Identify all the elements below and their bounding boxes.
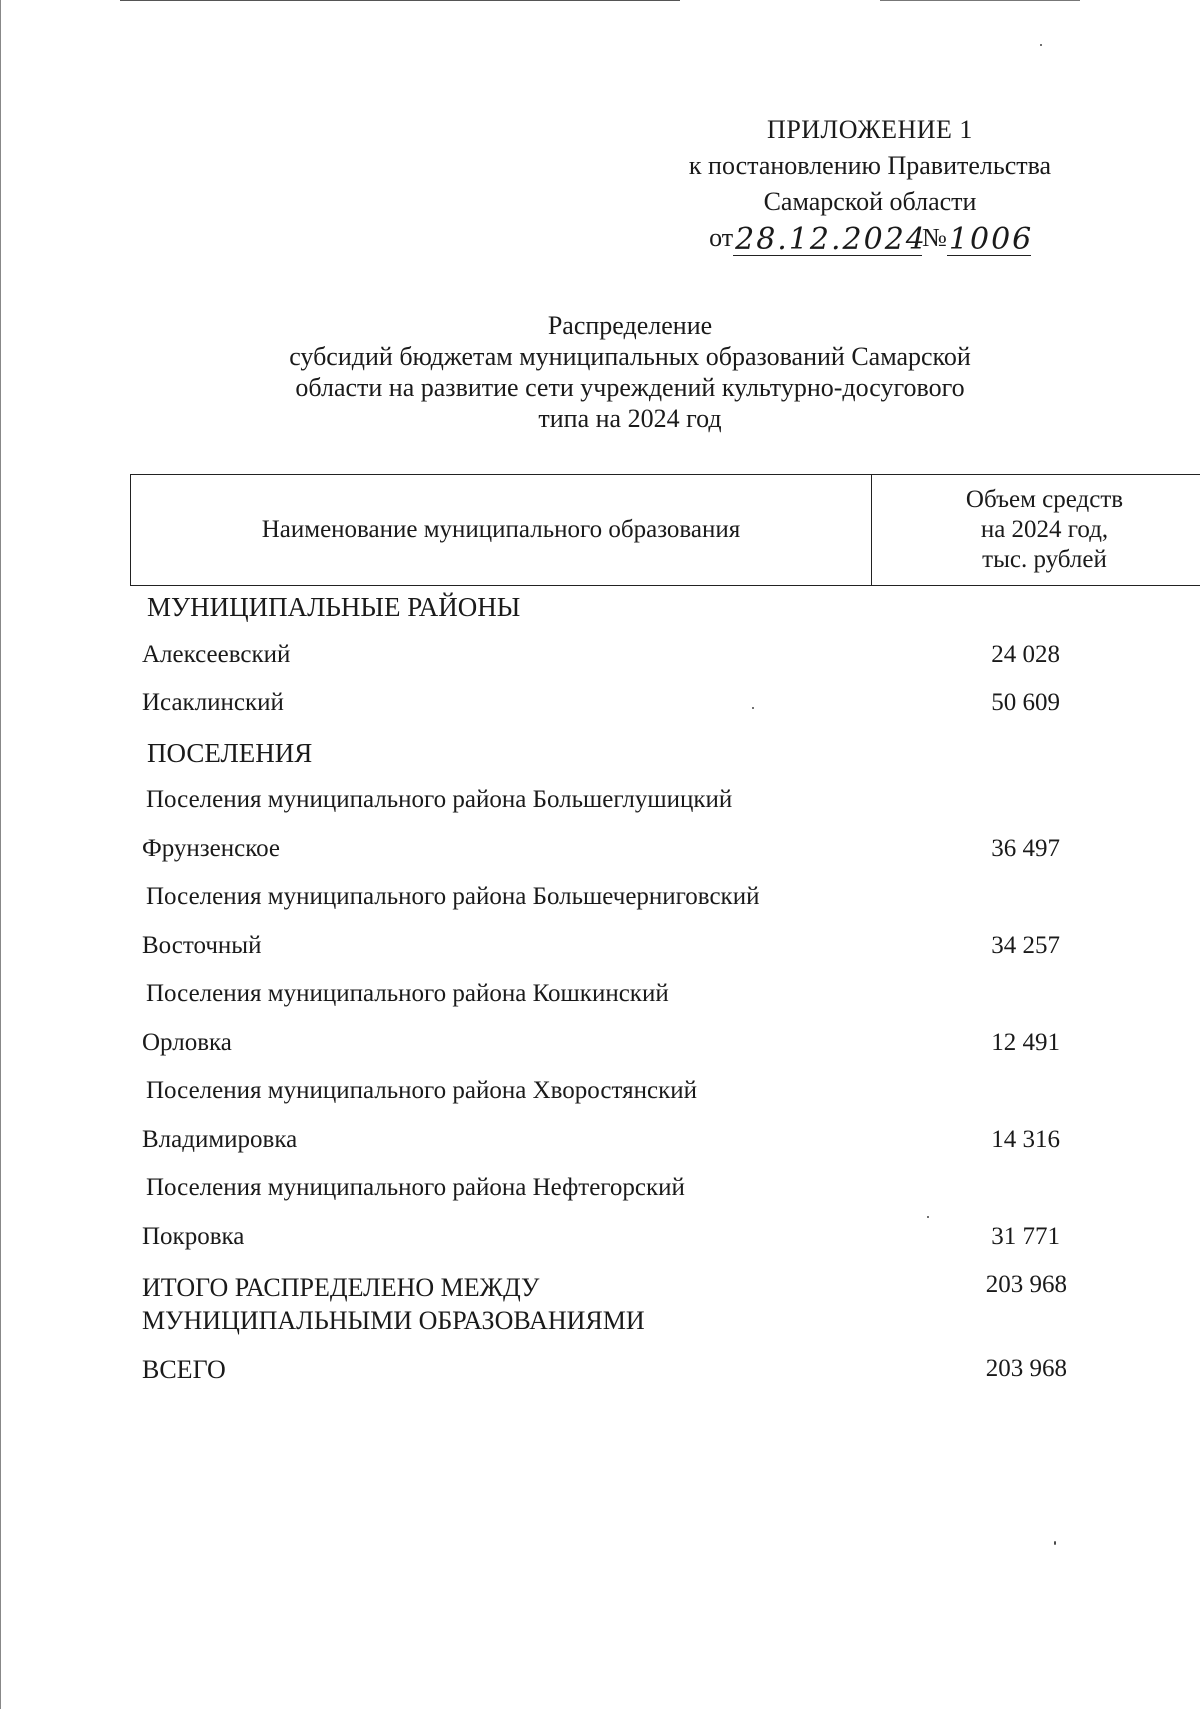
table-row <box>130 976 1200 1025</box>
table-row <box>130 734 1200 783</box>
row-name: Покровка <box>142 1222 245 1250</box>
handwritten-number: 1006 <box>948 222 1034 257</box>
table-body <box>130 588 1200 1400</box>
row-name: Алексеевский <box>142 640 291 668</box>
row-name: Поселения муниципального района Большеглушицкий <box>146 786 733 813</box>
grand-total-value: 203 968 <box>985 1355 1067 1382</box>
header-volume-line-2: на 2024 год, <box>980 516 1109 543</box>
row-name: Владимировка <box>142 1125 298 1153</box>
scan-border-left <box>0 0 1 1709</box>
scan-speck <box>1040 44 1042 46</box>
table-row <box>130 1025 1200 1074</box>
total-distributed-label-line-1: ИТОГО РАСПРЕДЕЛЕНО МЕЖДУ <box>142 1273 540 1302</box>
date-prefix: от <box>709 223 734 252</box>
appendix-title: ПРИЛОЖЕНИЕ 1 <box>767 115 973 144</box>
row-name: МУНИЦИПАЛЬНЫЕ РАЙОНЫ <box>147 592 521 622</box>
row-value: 14 316 <box>991 1125 1060 1153</box>
row-name: ПОСЕЛЕНИЯ <box>147 737 313 768</box>
row-name: Фрунзенское <box>142 834 281 862</box>
row-name: Поселения муниципального района Нефтегорский <box>146 1174 685 1201</box>
document-title <box>150 310 1110 434</box>
row-value: 24 028 <box>991 640 1060 668</box>
row-name: Поселения муниципального района Хворостянский <box>146 1077 698 1104</box>
title-line-3: области на развитие сети учреждений культурно-досугового <box>295 373 965 402</box>
total-distributed-row <box>130 1267 1200 1351</box>
table-row <box>130 637 1200 686</box>
table-row <box>130 685 1200 734</box>
table-row <box>130 588 1200 637</box>
table-row <box>130 1122 1200 1171</box>
grand-total-label: ВСЕГО <box>142 1355 226 1384</box>
row-name: Орловка <box>142 1028 232 1056</box>
total-distributed-value: 203 968 <box>985 1271 1067 1298</box>
row-name: Восточный <box>142 931 262 959</box>
scan-speck <box>927 1216 929 1218</box>
appendix-date-number-line <box>709 220 1034 257</box>
row-value: 31 771 <box>991 1222 1060 1250</box>
table-row <box>130 1073 1200 1122</box>
scan-speck <box>1054 1541 1056 1545</box>
row-value: 50 609 <box>991 689 1060 716</box>
table-row <box>130 879 1200 928</box>
appendix-line-decree: к постановлению Правительства <box>688 151 1052 180</box>
scan-speck <box>752 707 754 709</box>
header-volume-line-3: тыс. рублей <box>982 546 1107 573</box>
number-label: № <box>922 223 947 252</box>
row-name: Поселения муниципального района Большечерниговский <box>146 883 760 910</box>
total-distributed-label-line-2: МУНИЦИПАЛЬНЫМИ ОБРАЗОВАНИЯМИ <box>142 1306 645 1335</box>
row-value: 34 257 <box>991 931 1060 959</box>
row-value: 36 497 <box>991 834 1060 862</box>
row-name: Исаклинский <box>142 689 284 716</box>
scan-border-top-right <box>880 0 1080 1</box>
title-line-2: субсидий бюджетам муниципальных образований Самарской <box>289 342 971 371</box>
scan-border-top <box>120 0 680 1</box>
table-row <box>130 1170 1200 1219</box>
appendix-line-region: Самарской области <box>763 187 977 216</box>
table-row <box>130 831 1200 880</box>
table-row <box>130 782 1200 831</box>
row-value: 12 491 <box>991 1028 1060 1056</box>
header-name-column: Наименование муниципального образования <box>131 475 872 585</box>
appendix-block <box>640 112 1100 256</box>
title-line-1: Распределение <box>547 311 713 340</box>
title-line-4: типа на 2024 год <box>538 404 722 433</box>
row-name: Поселения муниципального района Кошкинский <box>146 980 669 1007</box>
total-distributed-label <box>142 1271 645 1337</box>
table-row <box>130 928 1200 977</box>
grand-total-row <box>130 1351 1200 1400</box>
table-row <box>130 1219 1200 1268</box>
header-volume-column <box>872 475 1200 585</box>
handwritten-date: 28.12.2024 <box>735 222 927 257</box>
header-volume-line-1: Объем средств <box>965 486 1124 513</box>
table-header <box>130 474 1200 586</box>
